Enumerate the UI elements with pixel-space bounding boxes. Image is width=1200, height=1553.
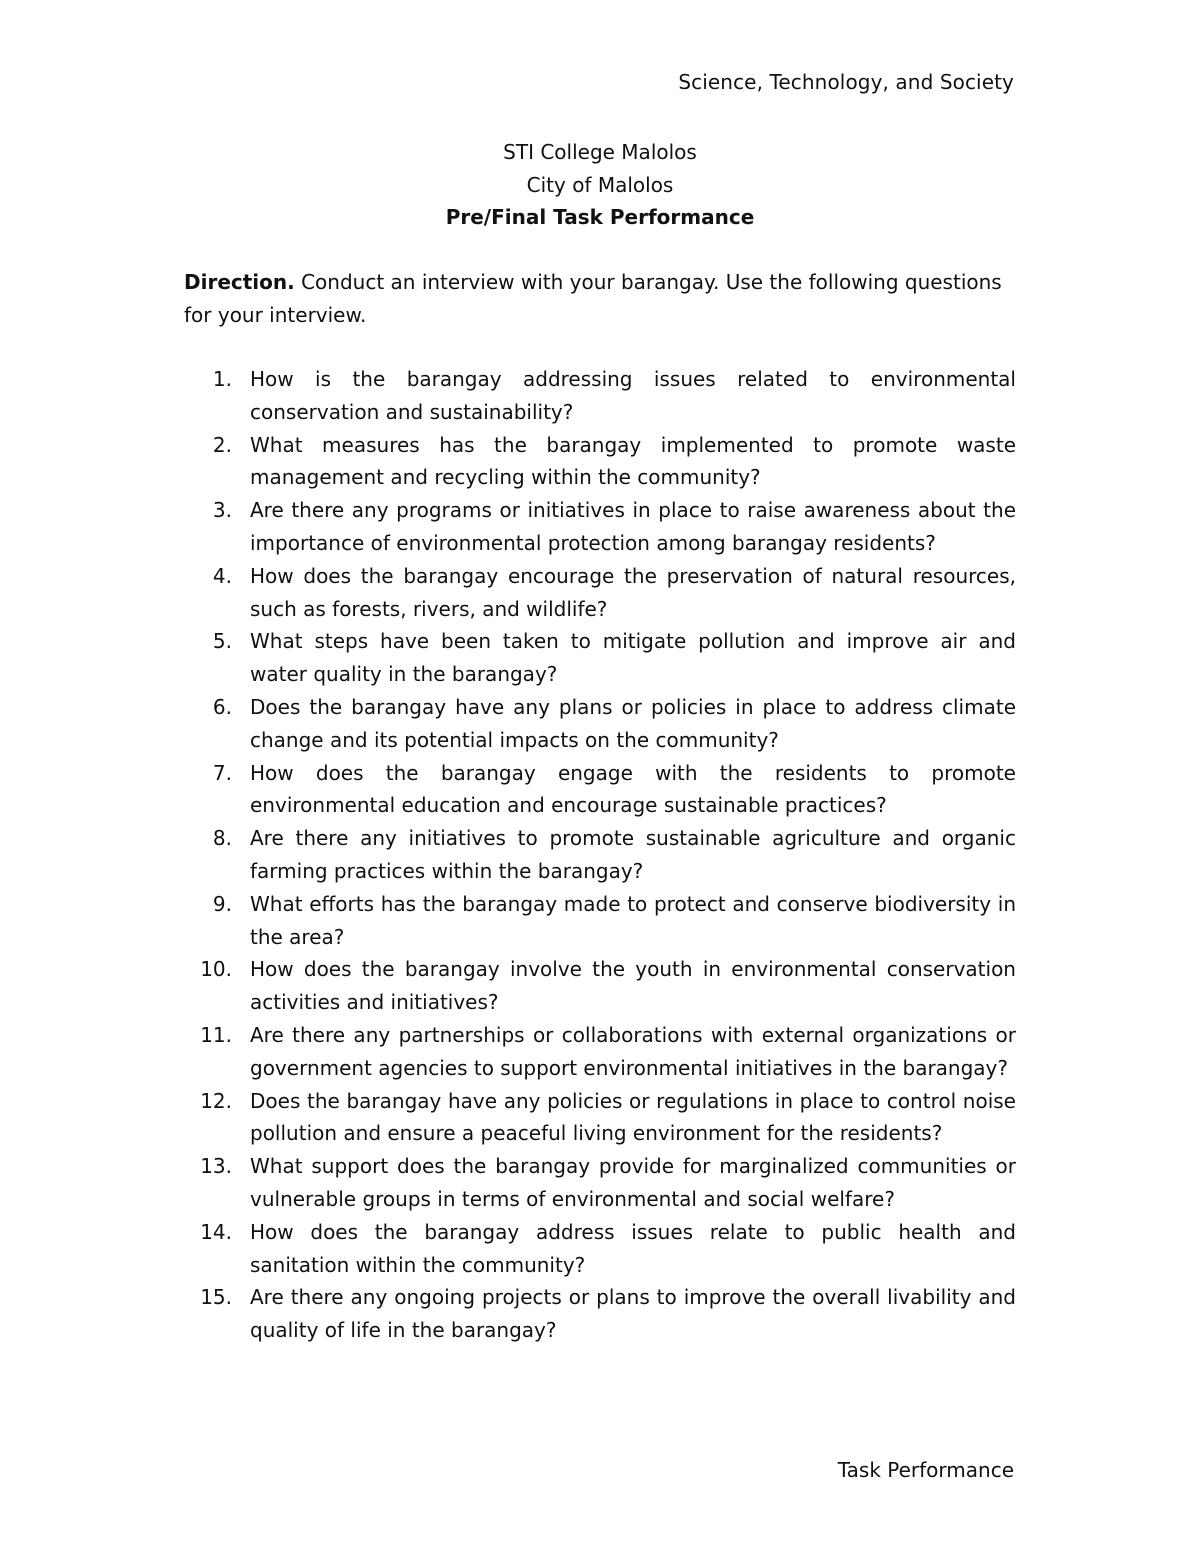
question-number: 1. — [212, 367, 232, 391]
direction-paragraph — [184, 266, 1016, 331]
direction-label: Direction. — [184, 270, 295, 294]
question-text: Are there any programs or initiatives in place to raise awareness about the importance of environmental protection among barangay residents? — [250, 498, 1016, 555]
question-text: How is the barangay addressing issues related to environmental conservation and sustainability? — [250, 367, 1016, 424]
question-item — [184, 494, 1016, 560]
question-item — [184, 560, 1016, 626]
question-text: How does the barangay engage with the residents to promote environmental education and encourage sustainable practices? — [250, 760, 1016, 818]
question-number: 4. — [212, 563, 232, 588]
question-number: 10. — [200, 957, 232, 982]
question-item — [184, 1085, 1016, 1151]
question-number: 6. — [212, 694, 232, 719]
question-number: 9. — [212, 891, 232, 916]
question-text: Are there any ongoing projects or plans to improve the overall livability and quality of life in the barangay? — [250, 1285, 1016, 1343]
page-title: Pre/Final Task Performance — [445, 205, 755, 229]
course-header: Science, Technology, and Society — [678, 70, 1014, 94]
school-name: STI College Malolos — [503, 140, 697, 164]
question-number: 2. — [212, 432, 232, 457]
question-item — [184, 691, 1016, 757]
question-text: Are there any partnerships or collaborations with external organizations or government agencies to support environmental initiatives in the barangay? — [250, 1022, 1016, 1080]
question-number: 15. — [200, 1285, 232, 1310]
question-text: How does the barangay address issues relate to public health and sanitation within the community? — [250, 1219, 1016, 1277]
question-number: 14. — [200, 1219, 232, 1244]
question-number: 3. — [212, 498, 232, 523]
question-number: 7. — [212, 760, 232, 785]
question-text: What efforts has the barangay made to protect and conserve biodiversity in the area? — [250, 891, 1016, 949]
question-item — [184, 822, 1016, 888]
question-number: 13. — [200, 1154, 232, 1179]
footer-label: Task Performance — [837, 1458, 1014, 1482]
question-item — [184, 429, 1016, 495]
question-list — [184, 363, 1016, 1347]
city-name: City of Malolos — [526, 172, 674, 197]
question-number: 12. — [200, 1088, 232, 1113]
question-item — [184, 1281, 1016, 1347]
question-item — [184, 363, 1016, 429]
question-item — [184, 953, 1016, 1019]
question-text: Does the barangay have any plans or policies in place to address climate change and its potential impacts on the community? — [250, 694, 1016, 752]
question-number: 5. — [212, 629, 232, 654]
question-number: 8. — [212, 826, 232, 851]
question-item — [184, 625, 1016, 691]
direction-text: Conduct an interview with your barangay. Use the following questions for your interview. — [184, 270, 1002, 327]
question-text: What measures has the barangay implemented to promote waste management and recycling within the community? — [250, 432, 1016, 490]
question-item — [184, 1216, 1016, 1282]
question-number: 11. — [200, 1022, 232, 1047]
question-item — [184, 757, 1016, 823]
title-block — [0, 136, 1200, 234]
question-item — [184, 888, 1016, 954]
question-text: Does the barangay have any policies or regulations in place to control noise pollution and ensure a peaceful living environment for the residents? — [250, 1088, 1016, 1146]
question-item — [184, 1019, 1016, 1085]
question-text: Are there any initiatives to promote sustainable agriculture and organic farming practices within the barangay? — [250, 826, 1016, 883]
question-item — [184, 1150, 1016, 1216]
question-text: What support does the barangay provide for marginalized communities or vulnerable groups in terms of environmental and social welfare? — [250, 1154, 1016, 1211]
question-text: How does the barangay involve the youth in environmental conservation activities and initiatives? — [250, 957, 1016, 1015]
question-text: What steps have been taken to mitigate pollution and improve air and water quality in the barangay? — [250, 629, 1016, 687]
question-text: How does the barangay encourage the preservation of natural resources, such as forests, rivers, and wildlife? — [250, 563, 1016, 621]
